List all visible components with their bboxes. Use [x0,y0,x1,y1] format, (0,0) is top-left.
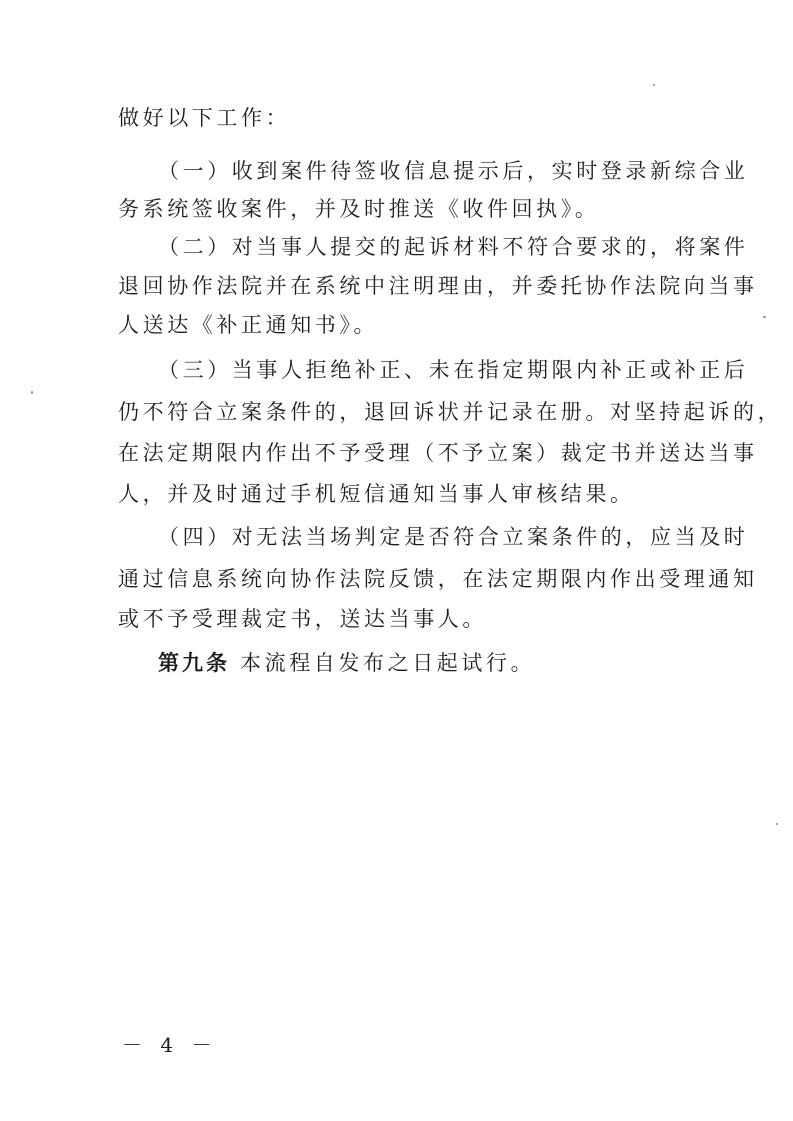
item-four-line-2: 通过信息系统向协作法院反馈，在法定期限内作出受理通知 [118,567,758,591]
text-line-intro: 做好以下工作： [118,106,291,130]
scan-speck [653,84,655,86]
item-four-line-3: 或不予受理裁定书，送达当事人。 [118,607,487,631]
item-three-line-2: 仍不符合立案条件的，退回诉状并记录在册。对坚持起诉的， [118,400,783,424]
article-nine [0,648,793,678]
item-one-line-2: 务系统签收案件，并及时推送《收件回执》。 [118,197,600,221]
item-two-line-1: （二）对当事人提交的起诉材料不符合要求的，将案件 [158,235,749,259]
item-two-line-3: 人送达《补正通知书》。 [118,313,379,337]
item-three-line-4: 人，并及时通过手机短信通知当事人审核结果。 [118,482,635,506]
article-nine-text: 本流程自发布之日起试行。 [240,651,536,675]
scan-speck [776,823,778,825]
item-three-line-3: 在法定期限内作出不予受理（不予立案）裁定书并送达当事 [118,441,758,465]
page-number: － 4 － [122,1033,218,1057]
scan-speck [763,316,766,318]
item-three-line-1: （三）当事人拒绝补正、未在指定期限内补正或补正后 [158,358,749,382]
item-four-line-1: （四）对无法当场判定是否符合立案条件的，应当及时 [158,525,749,549]
scan-speck [31,391,33,394]
article-nine-label: 第九条 [158,650,230,675]
item-two-line-2: 退回协作法院并在系统中注明理由，并委托协作法院向当事 [118,274,758,298]
item-one-line-1: （一）收到案件待签收信息提示后，实时登录新综合业 [158,159,749,183]
